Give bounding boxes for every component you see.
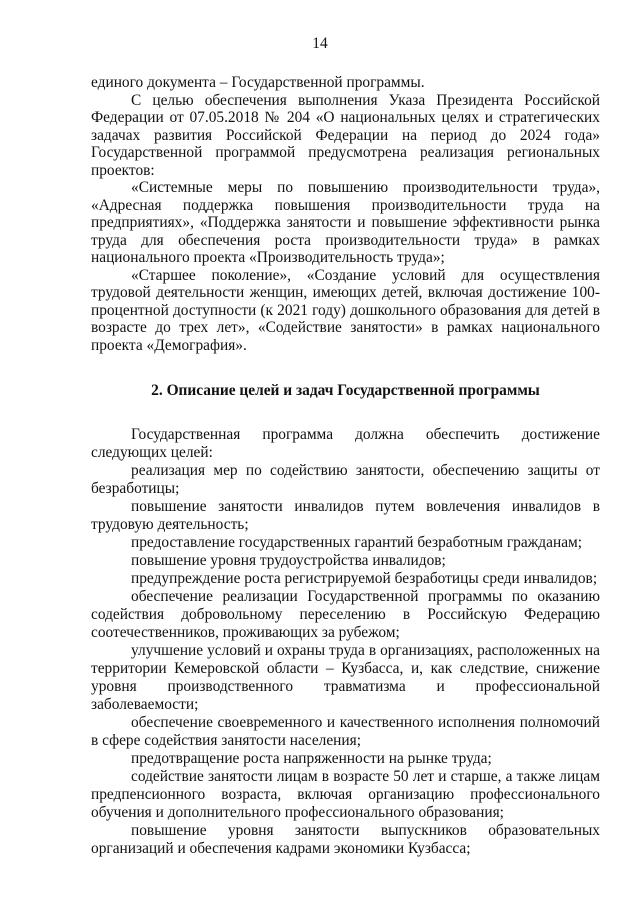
continuation-line: единого документа – Государственной программы. <box>91 74 425 91</box>
goal-item: улучшение условий и охраны труда в организациях, расположенных на территории Кемеровской области – Кузбасса, и, как следствие, снижение уровня производственного травматизма и профессиональной заболеваемости; <box>91 641 600 713</box>
goal-item: повышение уровня занятости выпускников образовательных организаций и обеспечения кадрами экономики Кузбасса; <box>91 821 600 857</box>
goal-item: реализация мер по содействию занятости, обеспечению защиты от безработицы; <box>91 461 600 497</box>
goal-item: обеспечение реализации Государственной программы по оказанию содействия добровольному переселению в Российскую Федерацию соотечественников, проживающих за рубежом; <box>91 587 600 641</box>
page-number: 14 <box>312 35 328 52</box>
intro-paragraph-1: С целью обеспечения выполнения Указа Президента Российской Федерации от 07.05.2018 № 204 «О национальных целях и стратегических задачах развития Российской Федерации на период до 2024 года» Государственной программой предусмотрена реализация региональных проектов: <box>91 91 600 179</box>
goal-item: обеспечение своевременного и качественного исполнения полномочий в сфере содействия занятости населения; <box>91 713 600 749</box>
goal-item: повышение занятости инвалидов путем вовлечения инвалидов в трудовую деятельность; <box>91 497 600 533</box>
intro-paragraph-3: «Старшее поколение», «Создание условий для осуществления трудовой деятельности женщин, имеющих детей, включая достижение 100-процентной доступности (к 2021 году) дошкольного образования для детей в возрасте до трех лет», «Содействие занятости» в рамках национального проекта «Демография». <box>91 266 600 354</box>
intro-paragraph-2: «Системные меры по повышению производительности труда», «Адресная поддержка повышения производительности труда на предприятиях», «Поддержка занятости и повышение эффективности рынка труда для обеспечения роста производительности труда» в рамках национального проекта «Производительность труда»; <box>91 179 600 266</box>
goal-item: повышение уровня трудоустройства инвалидов; <box>131 551 446 569</box>
goal-item: предоставление государственных гарантий безработным гражданам; <box>131 533 583 551</box>
goal-item: предотвращение роста напряженности на рынке труда; <box>131 749 492 767</box>
goal-item: содействие занятости лицам в возрасте 50 лет и старше, а также лицам предпенсионного возраста, включая организацию профессионального обучения и дополнительного профессионального образования; <box>91 767 600 821</box>
section-heading: 2. Описание целей и задач Государственной программы <box>151 382 540 399</box>
document-body <box>91 74 600 858</box>
section-lead: Государственная программа должна обеспечить достижение следующих целей: <box>91 425 600 461</box>
goal-item: предупреждение роста регистрируемой безработицы среди инвалидов; <box>131 569 598 587</box>
